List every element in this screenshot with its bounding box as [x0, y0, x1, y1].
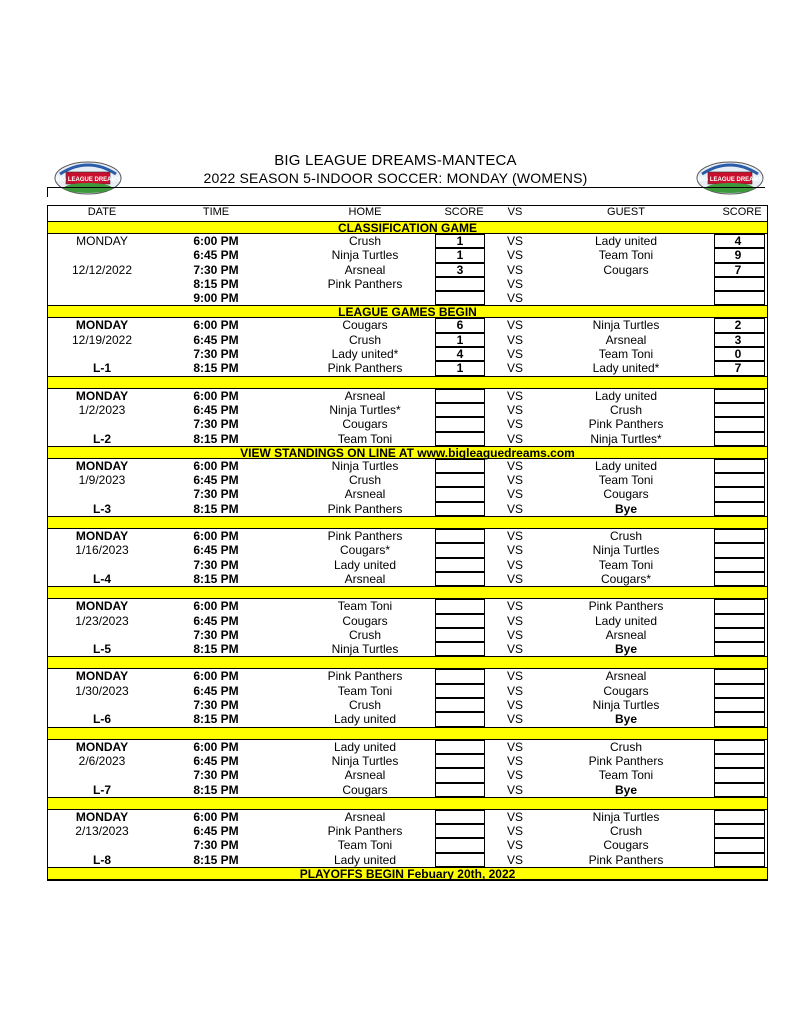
- game-date: 1/30/2023: [75, 683, 129, 698]
- guest-score-box[interactable]: [714, 459, 765, 473]
- vs-label: VS: [506, 473, 523, 488]
- game-time: 6:45 PM: [193, 824, 239, 839]
- guest-team: Lady united: [594, 388, 658, 403]
- home-team: Ninja Turtles: [331, 248, 399, 263]
- game-date: L-7: [93, 782, 111, 797]
- game-time: 6:45 PM: [193, 613, 239, 628]
- vs-label: VS: [506, 739, 523, 754]
- guest-score: 2: [734, 318, 742, 333]
- vs-label: VS: [506, 642, 523, 657]
- vs-label: VS: [506, 529, 523, 544]
- game-row: [48, 558, 767, 572]
- vs-label: VS: [506, 417, 523, 432]
- vs-label: VS: [506, 613, 523, 628]
- guest-team: Team Toni: [598, 768, 654, 783]
- vs-label: VS: [506, 627, 523, 642]
- vs-label: VS: [506, 809, 523, 824]
- guest-score-box[interactable]: [714, 853, 765, 867]
- band-spacer-0: [48, 376, 767, 389]
- home-team: Cougars: [342, 613, 388, 628]
- game-time: 6:00 PM: [193, 529, 239, 544]
- game-row: [48, 502, 767, 516]
- vs-label: VS: [506, 712, 523, 727]
- guest-team: Ninja Turtles: [592, 318, 660, 333]
- game-row: [48, 614, 767, 628]
- logo-left-text: BIG LEAGUE DREAMS: [55, 177, 121, 183]
- game-time: 7:30 PM: [193, 347, 239, 362]
- guest-score-box[interactable]: [714, 473, 765, 487]
- title-block: [0, 152, 791, 187]
- column-header-guest: GUEST: [607, 206, 645, 218]
- guest-team: Lady united: [594, 613, 658, 628]
- home-score: 1: [456, 332, 464, 347]
- vs-label: VS: [506, 402, 523, 417]
- home-team: Team Toni: [337, 431, 393, 446]
- guest-team: Ninja Turtles: [592, 809, 660, 824]
- home-score: 4: [456, 347, 464, 362]
- game-time: 6:00 PM: [193, 234, 239, 248]
- vs-label: VS: [506, 318, 523, 333]
- guest-team: Crush: [609, 402, 642, 417]
- vs-label: VS: [506, 347, 523, 362]
- vs-label: VS: [506, 782, 523, 797]
- guest-team: Bye: [614, 642, 637, 657]
- home-team: Ninja Turtles: [331, 753, 399, 768]
- game-time: 8:15 PM: [193, 431, 239, 446]
- game-date: MONDAY: [75, 809, 129, 824]
- column-header-vs: VS: [507, 206, 523, 218]
- game-row: [48, 234, 767, 248]
- game-time: 8:15 PM: [193, 852, 239, 867]
- game-row: [48, 543, 767, 557]
- home-score-box[interactable]: [435, 291, 485, 305]
- guest-team: Ninja Turtles: [592, 543, 660, 558]
- guest-team: Arsneal: [605, 627, 647, 642]
- column-header-home-score: SCORE: [444, 206, 484, 218]
- guest-score-box[interactable]: [714, 277, 765, 291]
- game-row: [48, 248, 767, 262]
- guest-team: Crush: [609, 529, 642, 544]
- guest-score-box[interactable]: [714, 417, 765, 431]
- game-row: [48, 642, 767, 656]
- home-team: Lady united: [333, 739, 397, 754]
- game-time: 8:15 PM: [193, 571, 239, 586]
- home-team: Ninja Turtles: [331, 642, 399, 657]
- logo-right-text: BIG LEAGUE DREAMS: [697, 177, 763, 183]
- game-time: 7:30 PM: [193, 417, 239, 432]
- game-time: 6:45 PM: [193, 332, 239, 347]
- game-time: 8:15 PM: [193, 782, 239, 797]
- vs-label: VS: [506, 234, 523, 248]
- home-team: Cougars: [342, 417, 388, 432]
- game-row: [48, 529, 767, 543]
- home-team: Pink Panthers: [327, 276, 403, 291]
- home-team: Cougars: [342, 318, 388, 333]
- guest-score-box[interactable]: [714, 389, 765, 403]
- guest-score-box[interactable]: [714, 529, 765, 543]
- guest-score-box[interactable]: [714, 291, 765, 305]
- vs-label: VS: [506, 501, 523, 516]
- game-date: 2/13/2023: [75, 824, 129, 839]
- game-row: [48, 333, 767, 347]
- game-row: [48, 361, 767, 375]
- guest-score-box[interactable]: [714, 783, 765, 797]
- game-row: [48, 291, 767, 305]
- guest-team: Cougars: [603, 838, 649, 853]
- vs-label: VS: [506, 262, 523, 277]
- home-team: Team Toni: [337, 599, 393, 614]
- page-subtitle: 2022 SEASON 5-INDOOR SOCCER: MONDAY (WOMENS): [203, 170, 588, 186]
- home-team: Pink Panthers: [327, 824, 403, 839]
- game-time: 6:00 PM: [193, 809, 239, 824]
- game-time: 7:30 PM: [193, 557, 239, 572]
- home-score: 1: [456, 234, 464, 248]
- vs-label: VS: [506, 571, 523, 586]
- column-header-time: TIME: [202, 206, 230, 218]
- home-team: Pink Panthers: [327, 361, 403, 376]
- game-date: 12/12/2022: [71, 262, 133, 277]
- guest-score-box[interactable]: [714, 824, 765, 838]
- game-date: L-8: [93, 852, 111, 867]
- game-date: L-3: [93, 501, 111, 516]
- band-playoffs: PLAYOFFS BEGIN Febuary 20th, 2022: [48, 867, 767, 880]
- guest-team: Bye: [614, 782, 637, 797]
- game-row: [48, 810, 767, 824]
- vs-label: VS: [506, 557, 523, 572]
- guest-score-box[interactable]: [714, 403, 765, 417]
- game-date: 1/2/2023: [78, 402, 126, 417]
- home-team: Ninja Turtles*: [329, 402, 401, 417]
- home-team: Crush: [348, 698, 381, 713]
- guest-score-box[interactable]: [714, 698, 765, 712]
- game-date: MONDAY: [75, 739, 129, 754]
- guest-score-box[interactable]: [714, 558, 765, 572]
- band-classification: CLASSIFICATION GAME: [48, 221, 767, 234]
- guest-score-box[interactable]: [714, 599, 765, 613]
- game-date: L-6: [93, 712, 111, 727]
- home-team: Cougars: [342, 782, 388, 797]
- game-date: MONDAY: [75, 388, 129, 403]
- home-team: Arsneal: [344, 571, 386, 586]
- guest-team: Pink Panthers: [588, 753, 664, 768]
- guest-score-box[interactable]: [714, 684, 765, 698]
- home-score: 6: [456, 318, 464, 333]
- game-time: 6:00 PM: [193, 388, 239, 403]
- game-row: [48, 417, 767, 431]
- guest-team: Team Toni: [598, 557, 654, 572]
- column-header-guest-score: SCORE: [722, 206, 762, 218]
- game-row: [48, 263, 767, 277]
- game-time: 6:45 PM: [193, 683, 239, 698]
- guest-team: Ninja Turtles: [592, 698, 660, 713]
- guest-team: Bye: [614, 712, 637, 727]
- game-time: 7:30 PM: [193, 262, 239, 277]
- game-time: 6:45 PM: [193, 402, 239, 417]
- guest-team: Team Toni: [598, 473, 654, 488]
- schedule-table: [47, 205, 768, 881]
- game-row: [48, 669, 767, 683]
- vs-label: VS: [506, 698, 523, 713]
- game-date: MONDAY: [76, 234, 128, 248]
- game-row: [48, 824, 767, 838]
- vs-label: VS: [506, 458, 523, 473]
- guest-score-box[interactable]: [714, 669, 765, 683]
- home-team: Arsneal: [344, 388, 386, 403]
- game-time: 8:15 PM: [193, 501, 239, 516]
- game-date: L-5: [93, 642, 111, 657]
- game-row: [48, 432, 767, 446]
- game-date: 1/23/2023: [75, 613, 129, 628]
- home-team: Crush: [348, 473, 381, 488]
- game-row: [48, 628, 767, 642]
- guest-score-box[interactable]: [714, 740, 765, 754]
- game-row: [48, 487, 767, 501]
- guest-score-box[interactable]: [714, 502, 765, 516]
- home-team: Pink Panthers: [327, 529, 403, 544]
- vs-label: VS: [506, 431, 523, 446]
- vs-label: VS: [506, 248, 523, 263]
- guest-score-box[interactable]: [714, 432, 765, 446]
- vs-label: VS: [506, 753, 523, 768]
- game-time: 6:00 PM: [193, 599, 239, 614]
- vs-label: VS: [506, 852, 523, 867]
- home-team: Ninja Turtles: [331, 458, 399, 473]
- game-date: MONDAY: [75, 529, 129, 544]
- guest-team: Pink Panthers: [588, 417, 664, 432]
- game-date: 2/6/2023: [78, 753, 126, 768]
- game-time: 8:15 PM: [193, 361, 239, 376]
- guest-team: Cougars: [603, 262, 649, 277]
- home-team: Arsneal: [344, 768, 386, 783]
- guest-team: Team Toni: [598, 347, 654, 362]
- game-date: 1/16/2023: [75, 543, 129, 558]
- game-date: 1/9/2023: [78, 473, 126, 488]
- guest-score-box[interactable]: [714, 754, 765, 768]
- guest-score-box[interactable]: [714, 543, 765, 557]
- home-score: 1: [456, 248, 464, 263]
- vs-label: VS: [506, 332, 523, 347]
- game-date: MONDAY: [75, 318, 129, 333]
- guest-score: 7: [734, 262, 742, 277]
- home-team: Team Toni: [337, 683, 393, 698]
- game-date: MONDAY: [75, 669, 129, 684]
- vs-label: VS: [506, 669, 523, 684]
- vs-label: VS: [506, 361, 523, 376]
- game-time: 9:00 PM: [193, 291, 239, 306]
- column-header-date: DATE: [87, 206, 117, 218]
- game-time: 6:45 PM: [193, 543, 239, 558]
- home-team: Lady united: [333, 852, 397, 867]
- game-row: [48, 684, 767, 698]
- game-row: [48, 473, 767, 487]
- band-spacer-3: [48, 586, 767, 599]
- guest-team: Ninja Turtles*: [590, 431, 662, 446]
- game-row: [48, 459, 767, 473]
- guest-team: Arsneal: [605, 669, 647, 684]
- home-team: Team Toni: [337, 838, 393, 853]
- home-team: Pink Panthers: [327, 501, 403, 516]
- vs-label: VS: [506, 276, 523, 291]
- guest-team: Cougars: [603, 683, 649, 698]
- game-date: L-4: [93, 571, 111, 586]
- vs-label: VS: [506, 543, 523, 558]
- guest-team: Lady united*: [592, 361, 660, 376]
- home-team: Lady united: [333, 712, 397, 727]
- game-time: 6:00 PM: [193, 458, 239, 473]
- home-team: Pink Panthers: [327, 669, 403, 684]
- game-date: 12/19/2022: [71, 332, 133, 347]
- guest-score-box[interactable]: [714, 838, 765, 852]
- guest-team: Bye: [614, 501, 637, 516]
- band-standings: VIEW STANDINGS ON LINE AT www.bigleaguedreams.com: [48, 446, 767, 459]
- game-date: MONDAY: [75, 599, 129, 614]
- game-time: 8:15 PM: [193, 276, 239, 291]
- vs-label: VS: [506, 291, 523, 306]
- guest-team: Crush: [609, 739, 642, 754]
- home-team: Arsneal: [344, 809, 386, 824]
- game-time: 7:30 PM: [193, 838, 239, 853]
- game-row: [48, 572, 767, 586]
- home-team: Lady united: [333, 557, 397, 572]
- game-time: 6:45 PM: [193, 753, 239, 768]
- band-spacer-6: [48, 797, 767, 810]
- guest-score-box[interactable]: [714, 614, 765, 628]
- game-row: [48, 347, 767, 361]
- guest-team: Lady united: [594, 458, 658, 473]
- column-header-home: HOME: [348, 206, 382, 218]
- guest-score: 4: [734, 234, 742, 248]
- game-date: MONDAY: [75, 458, 129, 473]
- game-row: [48, 277, 767, 291]
- guest-score-box[interactable]: [714, 572, 765, 586]
- home-team: Crush: [348, 627, 381, 642]
- guest-score-box[interactable]: [714, 712, 765, 726]
- vs-label: VS: [506, 683, 523, 698]
- game-time: 6:00 PM: [193, 669, 239, 684]
- vs-label: VS: [506, 768, 523, 783]
- game-row: [48, 853, 767, 867]
- column-header-row: [48, 206, 767, 221]
- guest-score-box[interactable]: [714, 628, 765, 642]
- game-time: 6:45 PM: [193, 248, 239, 263]
- game-time: 6:00 PM: [193, 318, 239, 333]
- game-time: 6:00 PM: [193, 739, 239, 754]
- band-spacer-2: [48, 516, 767, 529]
- game-row: [48, 318, 767, 332]
- guest-score: 3: [734, 332, 742, 347]
- guest-team: Cougars*: [600, 571, 652, 586]
- title-rule-left: [47, 187, 48, 197]
- guest-team: Lady united: [594, 234, 658, 248]
- home-score: 1: [456, 361, 464, 376]
- guest-team: Pink Panthers: [588, 599, 664, 614]
- game-time: 7:30 PM: [193, 768, 239, 783]
- guest-team: Team Toni: [598, 248, 654, 263]
- game-row: [48, 599, 767, 613]
- band-spacer-5: [48, 727, 767, 740]
- title-rule: [47, 187, 765, 188]
- home-team: Cougars*: [339, 543, 391, 558]
- vs-label: VS: [506, 487, 523, 502]
- game-row: [48, 740, 767, 754]
- band-league-begin: LEAGUE GAMES BEGIN: [48, 305, 767, 318]
- guest-team: Crush: [609, 824, 642, 839]
- guest-team: Arsneal: [605, 332, 647, 347]
- game-date: L-1: [93, 361, 111, 376]
- vs-label: VS: [506, 388, 523, 403]
- page-title: BIG LEAGUE DREAMS-MANTECA: [274, 152, 517, 169]
- vs-label: VS: [506, 599, 523, 614]
- home-team: Lady united*: [331, 347, 399, 362]
- game-row: [48, 754, 767, 768]
- guest-team: Cougars: [603, 487, 649, 502]
- home-team: Crush: [348, 332, 381, 347]
- guest-score-box[interactable]: [714, 487, 765, 501]
- game-row: [48, 698, 767, 712]
- guest-score-box[interactable]: [714, 810, 765, 824]
- game-row: [48, 712, 767, 726]
- vs-label: VS: [506, 824, 523, 839]
- guest-score: 9: [734, 248, 742, 263]
- home-team: Arsneal: [344, 262, 386, 277]
- band-spacer-4: [48, 656, 767, 669]
- home-team: Arsneal: [344, 487, 386, 502]
- guest-score-box[interactable]: [714, 768, 765, 782]
- game-row: [48, 783, 767, 797]
- vs-label: VS: [506, 838, 523, 853]
- guest-score-box[interactable]: [714, 642, 765, 656]
- game-row: [48, 403, 767, 417]
- guest-score: 7: [734, 361, 742, 376]
- guest-score: 0: [734, 347, 742, 362]
- game-row: [48, 389, 767, 403]
- game-time: 7:30 PM: [193, 627, 239, 642]
- game-time: 7:30 PM: [193, 487, 239, 502]
- game-time: 7:30 PM: [193, 698, 239, 713]
- game-time: 8:15 PM: [193, 712, 239, 727]
- home-team: Crush: [348, 234, 381, 248]
- game-date: L-2: [93, 431, 111, 446]
- game-time: 6:45 PM: [193, 473, 239, 488]
- guest-team: Pink Panthers: [588, 852, 664, 867]
- home-score: 3: [456, 262, 464, 277]
- game-row: [48, 838, 767, 852]
- game-row: [48, 768, 767, 782]
- game-time: 8:15 PM: [193, 642, 239, 657]
